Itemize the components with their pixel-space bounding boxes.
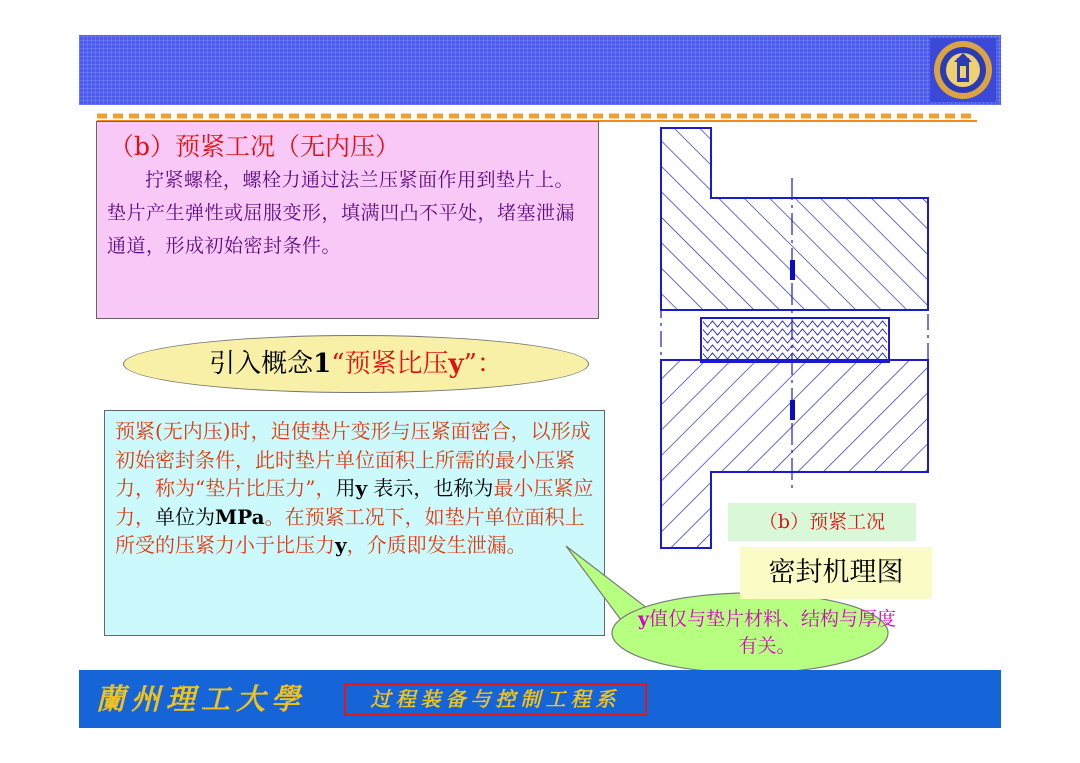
callout-symbol: y	[637, 608, 650, 630]
concept-oval	[123, 335, 589, 393]
definition-seg2: 用	[335, 476, 356, 500]
concept-open-quote: “	[331, 349, 345, 379]
upper-flange	[661, 128, 928, 310]
concept-close: ”：	[463, 349, 503, 379]
callout-body: 值仅与垫片材料、结构与厚度有关。	[649, 608, 897, 657]
definition-symbol-y: y	[355, 476, 368, 500]
prestress-text-box	[96, 121, 599, 319]
concept-term: 预紧比压	[344, 349, 449, 379]
definition-text-box	[104, 410, 605, 636]
definition-symbol-y-2: y	[335, 533, 347, 557]
definition-seg4: 表示，也称为	[367, 476, 494, 500]
figure-subtitle: （b）预紧工况	[728, 503, 916, 541]
definition-unit: MPa	[215, 504, 265, 529]
concept-number: 1	[313, 349, 332, 379]
seal-mechanism-drawing	[640, 120, 940, 560]
definition-seg10: ，介质即发生泄漏。	[346, 533, 527, 557]
concept-symbol: y	[448, 349, 464, 379]
university-name-calligraphy: 蘭州理工大學	[96, 682, 307, 716]
definition-seg1: 预紧(无内压)时，迫使垫片变形与压紧面密合，以形成初始密封条件，此时垫片单位面积上所需的最小压紧力，称为“垫片比压力”，	[115, 419, 591, 500]
bolt-mark-upper	[790, 260, 795, 280]
gasket	[701, 318, 889, 362]
definition-seg5: 最小压紧应力，	[115, 476, 594, 529]
prestress-body: 拧紧螺栓，螺栓力通过法兰压紧面作用到垫片上。垫片产生弹性或屈服变形，填满凹凸不平处，堵塞泄漏通道，形成初始密封条件。	[107, 169, 576, 257]
figure-caption: 密封机理图	[740, 547, 932, 599]
definition-seg8: 。在预紧工况下，如垫片单位面积上所受的压紧力小于比压力	[115, 504, 585, 557]
callout-text	[632, 606, 902, 660]
bolt-mark-lower	[790, 400, 795, 420]
university-seal-logo	[930, 38, 996, 102]
header-band	[79, 35, 1001, 105]
prestress-title: （b）预紧工况（无内压）	[109, 132, 401, 161]
definition-seg6: 单位为	[155, 504, 215, 529]
concept-prefix: 引入概念	[209, 349, 314, 379]
department-name: 过程装备与控制工程系	[344, 683, 647, 716]
